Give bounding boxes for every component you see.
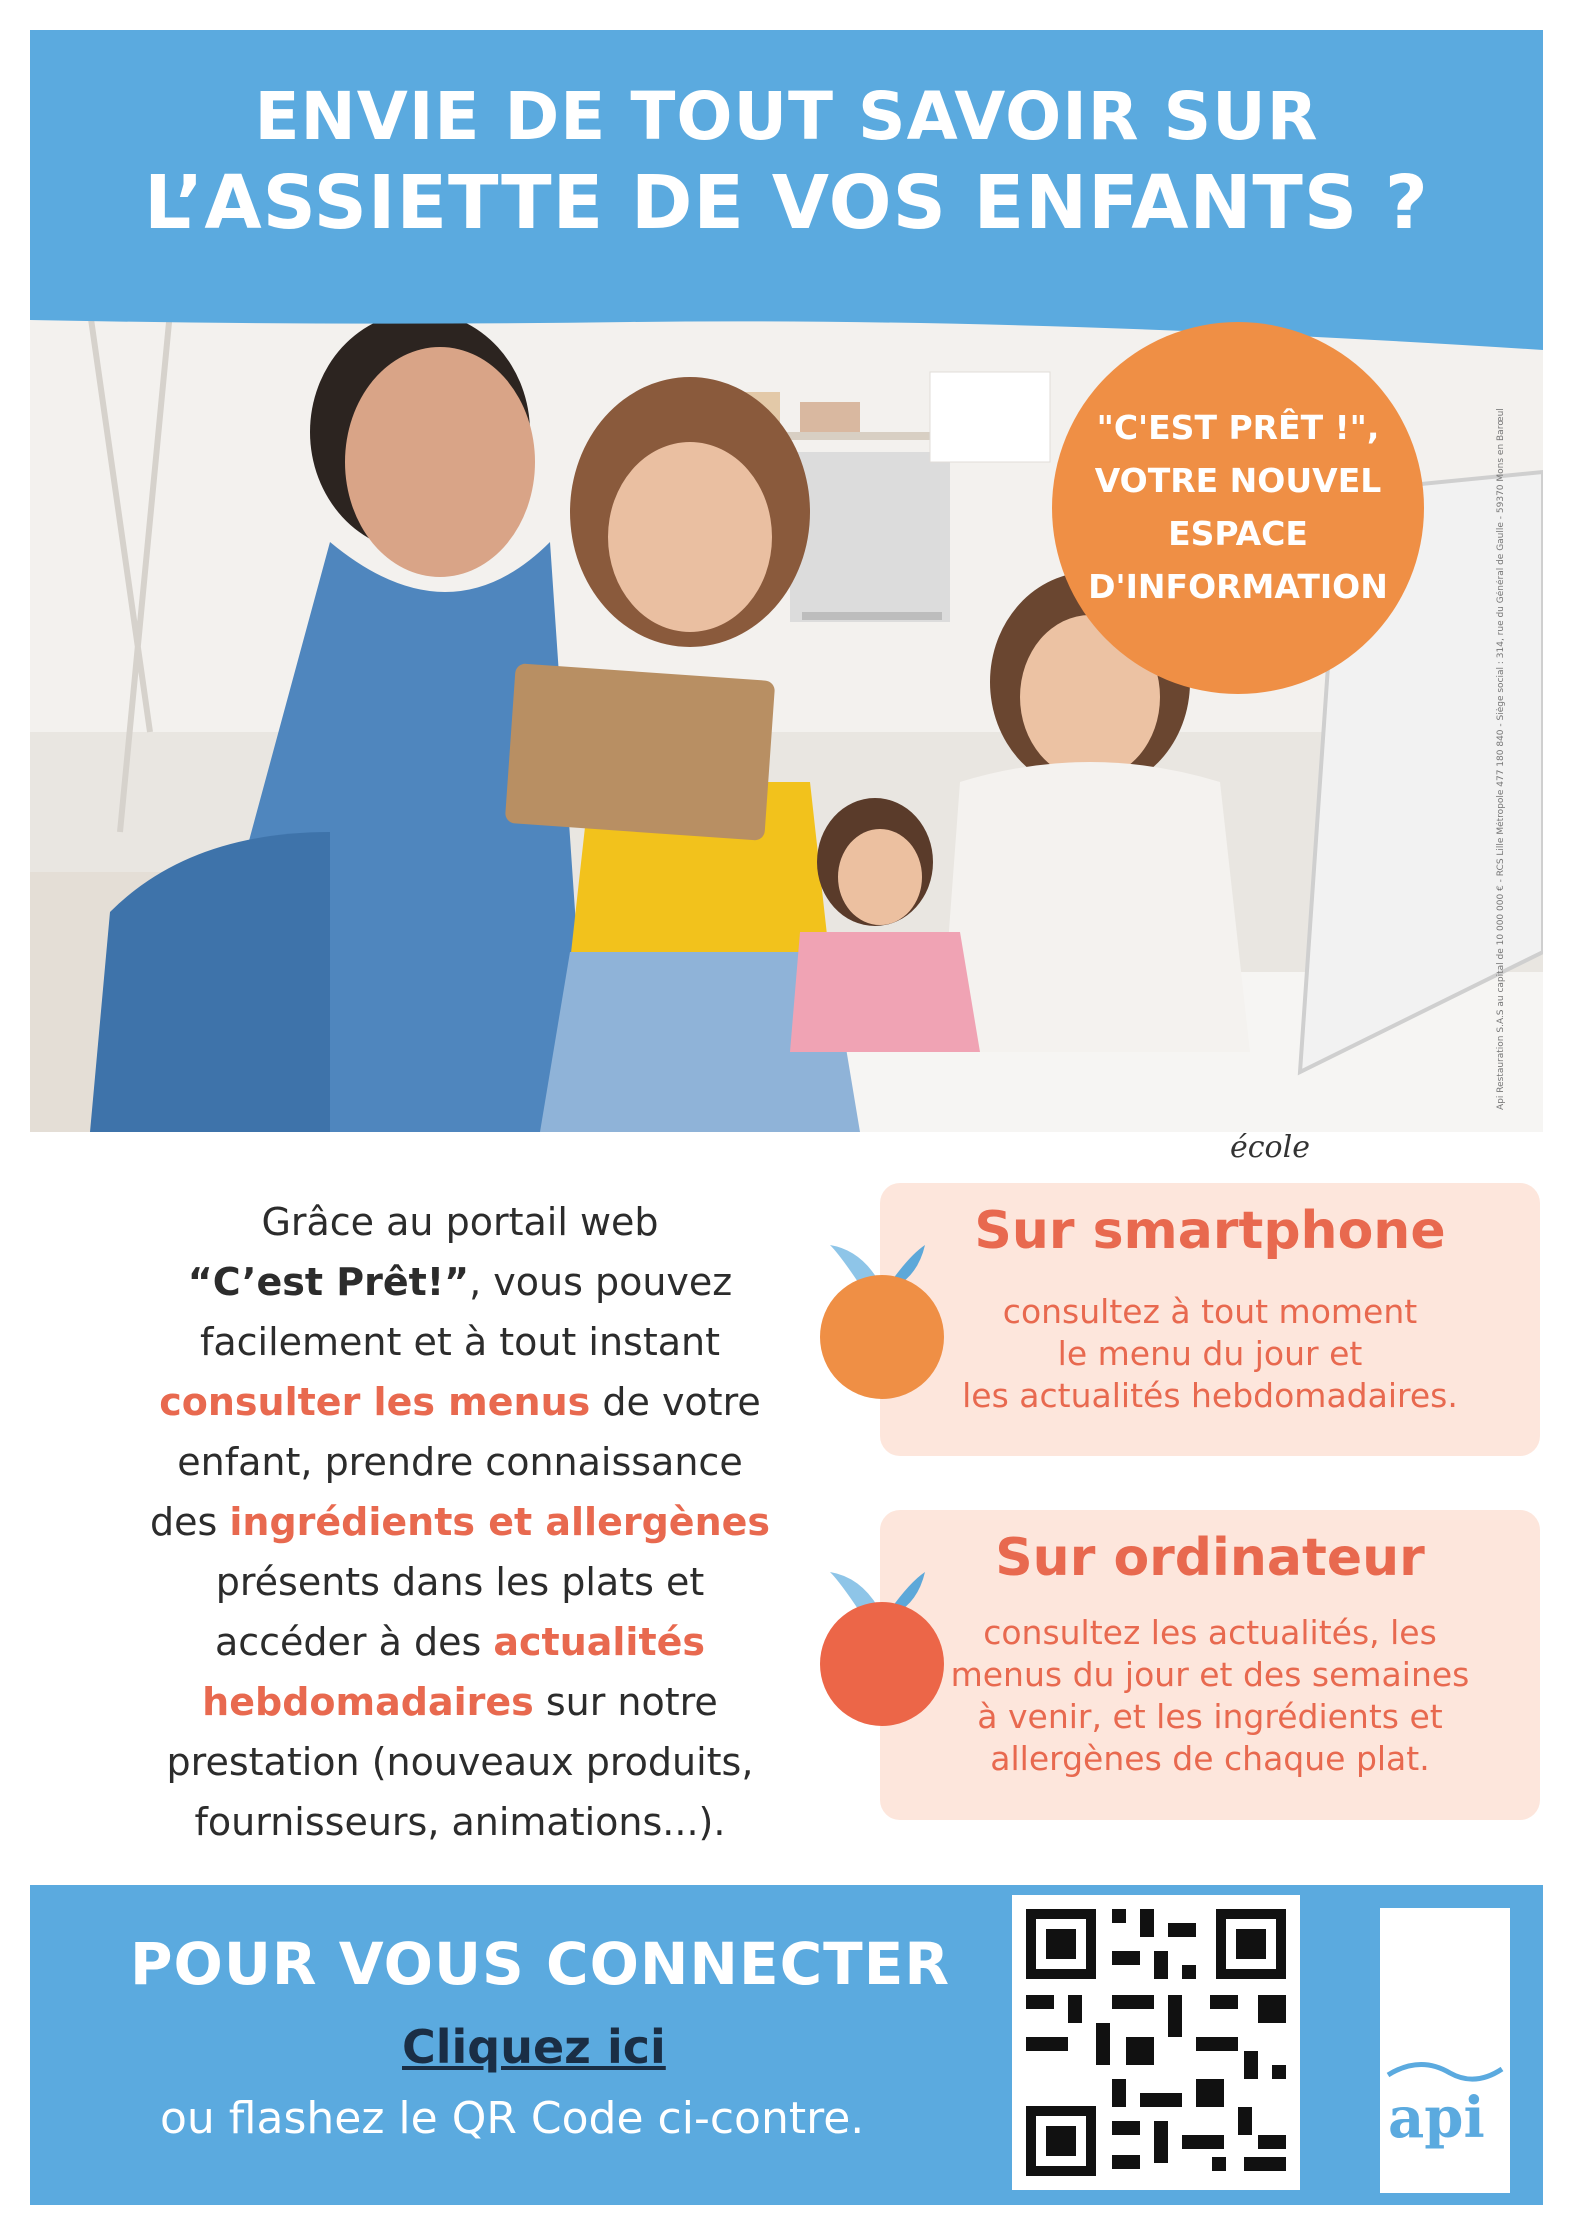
card-title: Sur ordinateur <box>995 1528 1425 1588</box>
qr-code[interactable] <box>1012 1895 1300 2190</box>
highlight-weekly: hebdomadaires <box>202 1680 534 1724</box>
highlight-consult-menus: consulter les menus <box>159 1380 591 1424</box>
card-line: allergènes de chaque plat. <box>990 1739 1430 1778</box>
body-text-span: accéder à des <box>214 1620 494 1664</box>
body-line <box>130 1372 790 1432</box>
badge-line-4: D'INFORMATION <box>1088 566 1388 606</box>
card-line: consultez les actualités, les <box>983 1613 1437 1652</box>
body-line <box>130 1492 790 1552</box>
card-text <box>880 1291 1540 1417</box>
badge-line-1: "C'EST PRÊT !", <box>1096 408 1380 448</box>
body-line: présents dans les plats et <box>215 1560 705 1604</box>
body-line <box>130 1612 790 1672</box>
legal-side-note: Api Restauration S.A.S au capital de 10 000 000 € - RCS Lille Métropole 477 180 840 - Siège social : 314, rue du Général de Gaulle - 59370 Mons en Barœul <box>1496 408 1506 1110</box>
card-line: les actualités hebdomadaires. <box>962 1376 1458 1415</box>
highlight-news: actualités <box>493 1620 706 1664</box>
body-text-span: sur notre <box>533 1680 718 1724</box>
footer-banner <box>30 1885 1543 2205</box>
portal-name: “C’est Prêt!” <box>187 1260 470 1304</box>
qr-instruction: ou flashez le QR Code ci-contre. <box>160 2093 865 2144</box>
qr-code-icon <box>1012 1895 1300 2190</box>
title-line-2: L’ASSIETTE DE VOS ENFANTS ? <box>144 160 1429 247</box>
body-line <box>130 1252 790 1312</box>
card-line: menus du jour et des semaines <box>950 1655 1470 1694</box>
body-line: facilement et à tout instant <box>199 1320 721 1364</box>
body-line <box>130 1672 790 1732</box>
card-title: Sur smartphone <box>974 1201 1446 1261</box>
body-line: enfant, prendre connaissance <box>177 1440 743 1484</box>
handwritten-label: école <box>1230 1130 1310 1165</box>
body-text-span: de votre <box>590 1380 761 1424</box>
body-text-span: des <box>149 1500 230 1544</box>
badge-line-2: VOTRE NOUVEL <box>1094 461 1382 501</box>
body-line: Grâce au portail web <box>261 1200 659 1244</box>
badge-line-3: ESPACE <box>1168 514 1308 553</box>
api-logo: api <box>1388 2085 1485 2151</box>
highlight-ingredients: ingrédients et allergènes <box>229 1500 771 1544</box>
connect-heading: POUR VOUS CONNECTER <box>130 1930 950 1998</box>
cest-pret-badge <box>1052 322 1424 694</box>
card-text <box>880 1612 1540 1780</box>
description-text <box>130 1192 790 1852</box>
page-title <box>30 30 1543 247</box>
title-line-1: ENVIE DE TOUT SAVOIR SUR <box>254 78 1319 155</box>
click-here-link[interactable]: Cliquez ici <box>402 2020 666 2074</box>
red-fruit-icon <box>800 1552 970 1732</box>
card-line: le menu du jour et <box>1057 1334 1363 1373</box>
body-text-span: , vous pouvez <box>469 1260 733 1304</box>
card-line: consultez à tout moment <box>1002 1292 1418 1331</box>
body-line: fournisseurs, animations...). <box>194 1800 726 1844</box>
card-line: à venir, et les ingrédients et <box>977 1697 1443 1736</box>
computer-card <box>880 1510 1540 1820</box>
orange-fruit-icon <box>800 1225 970 1405</box>
body-line: prestation (nouveaux produits, <box>166 1740 754 1784</box>
smartphone-card <box>880 1183 1540 1456</box>
header-banner <box>30 30 1543 320</box>
